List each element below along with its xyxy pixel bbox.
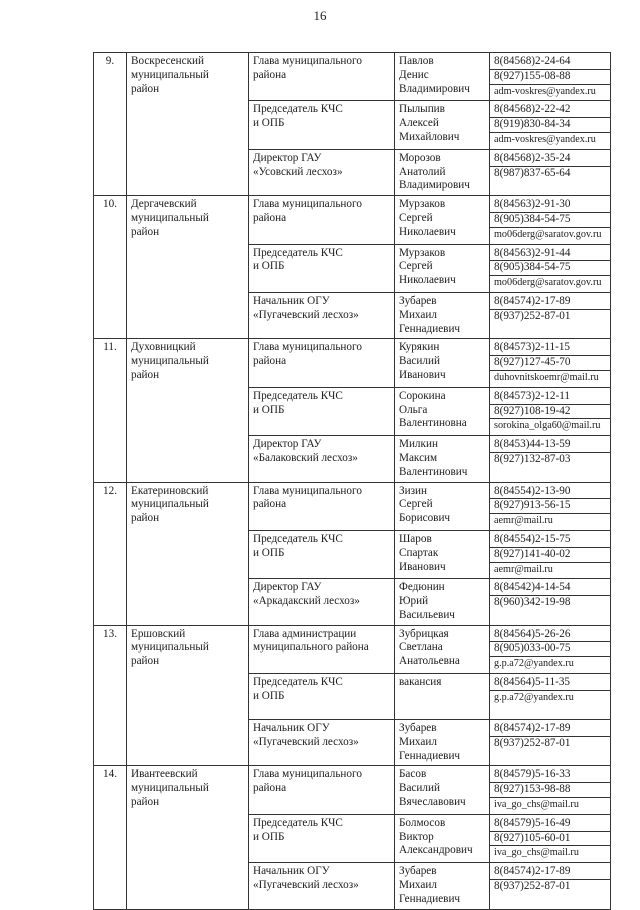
person-name-line: Алексей <box>399 117 439 130</box>
phone-number: 8(84579)5-16-33 <box>490 768 610 783</box>
person-name-line: Владимирович <box>399 82 470 95</box>
position-line: района <box>253 211 287 224</box>
contacts-cell <box>490 814 611 862</box>
row-number: 12. <box>94 482 127 625</box>
contacts-cell <box>490 149 611 195</box>
email-address: adm-voskres@yandex.ru <box>494 85 596 97</box>
person-name-line: Виктор <box>399 830 434 843</box>
person-name-cell <box>395 292 490 338</box>
position-line: «Пугачевский лесхоз» <box>253 308 359 321</box>
person-name-cell <box>395 863 490 909</box>
row-number: 11. <box>94 339 127 482</box>
person-name-line: Спартак <box>399 546 439 559</box>
person-name-line: Басов <box>399 768 427 781</box>
email-address: iva_go_chs@mail.ru <box>494 799 579 811</box>
position-line: Глава муниципального <box>253 484 362 497</box>
phone-number: 8(84573)2-12-11 <box>490 390 610 405</box>
table-row <box>94 625 611 673</box>
position-line: и ОПБ <box>253 546 285 559</box>
district-name <box>127 625 249 766</box>
district-name-line: муниципальный <box>131 641 209 654</box>
contacts-cell <box>490 196 611 244</box>
district-name-line: район <box>131 82 160 95</box>
person-name-line: Геннадиевич <box>399 749 461 762</box>
phone-number: 8(84554)2-13-90 <box>490 485 610 500</box>
person-name-cell <box>395 814 490 862</box>
person-name-line: Михайлович <box>399 130 460 143</box>
contacts-cell <box>490 579 611 625</box>
person-name-line: Максим <box>399 451 438 464</box>
contacts-cell <box>490 863 611 909</box>
email-address: mo06derg@saratov.gov.ru <box>494 277 602 289</box>
person-name-line: Зизин <box>399 484 427 497</box>
phone-number: 8(927)108-19-42 <box>490 405 610 420</box>
person-name-line: Курякин <box>399 341 440 354</box>
position-line: и ОПБ <box>253 403 285 416</box>
position-line: «Пугачевский лесхоз» <box>253 879 359 892</box>
district-name-line: муниципальный <box>131 498 209 511</box>
person-name-line: Денис <box>399 68 429 81</box>
person-name-line: Мурзаков <box>399 198 446 211</box>
phone-number: 8(987)837-65-64 <box>494 166 571 179</box>
table-row <box>94 53 611 101</box>
person-name-cell <box>395 339 490 387</box>
district-name-line: Ивантеевский <box>131 768 198 781</box>
position-cell <box>249 244 395 292</box>
person-name-line: Николаевич <box>399 225 456 238</box>
position-line: и ОПБ <box>253 117 285 130</box>
district-name-line: район <box>131 655 160 668</box>
person-name-cell <box>395 149 490 195</box>
contacts-table-body <box>94 53 611 910</box>
phone-number: 8(937)252-87-01 <box>494 736 571 749</box>
person-name-line: Сорокина <box>399 389 446 402</box>
person-name-cell <box>395 720 490 766</box>
phone-number: 8(927)105-60-01 <box>490 832 610 847</box>
phone-number: 8(927)141-40-02 <box>490 548 610 563</box>
district-name <box>127 53 249 196</box>
phone-number: 8(919)830-84-34 <box>490 118 610 133</box>
position-line: Председатель КЧС <box>253 103 343 116</box>
contacts-cell <box>490 339 611 387</box>
person-name-line: Борисович <box>399 512 451 525</box>
position-cell <box>249 863 395 909</box>
contacts-cell <box>490 766 611 814</box>
position-line: Глава муниципального <box>253 768 362 781</box>
position-line: Директор ГАУ <box>253 438 322 451</box>
phone-number: 8(905)384-54-75 <box>490 213 610 228</box>
position-cell <box>249 53 395 101</box>
person-name-line: Василий <box>399 782 440 795</box>
phone-number: 8(84579)5-16-49 <box>490 817 610 832</box>
position-line: Председатель КЧС <box>253 532 343 545</box>
person-name-line: Сергей <box>399 211 433 224</box>
phone-number: 8(84563)2-91-44 <box>490 247 610 262</box>
person-name-line: Зубарев <box>399 294 437 307</box>
person-name-line: Морозов <box>399 151 441 164</box>
phone-number: 8(84554)2-15-75 <box>490 533 610 548</box>
person-name-line: Мурзаков <box>399 246 446 259</box>
phone-number: 8(84573)2-11-15 <box>490 341 610 356</box>
person-name-line: Иванович <box>399 560 446 573</box>
person-name-line: Анатольевна <box>399 655 460 668</box>
position-line: Глава администрации <box>253 627 357 640</box>
person-name-line: Николаевич <box>399 274 456 287</box>
email-address: aemr@mail.ru <box>494 515 553 527</box>
contacts-cell <box>490 482 611 530</box>
position-line: и ОПБ <box>253 260 285 273</box>
position-cell <box>249 101 395 149</box>
district-name-line: Воскресенский <box>131 55 205 67</box>
person-name-line: Зубрицкая <box>399 627 449 640</box>
position-line: «Аркадакский лесхоз» <box>253 595 360 608</box>
row-number: 14. <box>94 766 127 909</box>
position-cell <box>249 292 395 338</box>
person-name-cell <box>395 196 490 244</box>
person-name-cell <box>395 101 490 149</box>
contacts-cell <box>490 720 611 766</box>
person-name-line: Павлов <box>399 55 434 67</box>
person-name-line: Болмосов <box>399 816 446 829</box>
email-address: sorokina_olga60@mail.ru <box>494 420 601 432</box>
person-name-line: Васильевич <box>399 608 455 621</box>
phone-number: 8(905)033-00-75 <box>490 642 610 657</box>
email-address: aemr@mail.ru <box>494 563 553 575</box>
email-address: iva_go_chs@mail.ru <box>494 847 579 859</box>
phone-number: 8(84574)2-17-89 <box>490 722 610 737</box>
phone-number: 8(8453)44-13-59 <box>490 438 610 453</box>
position-line: Начальник ОГУ <box>253 722 330 735</box>
phone-number: 8(84564)5-11-35 <box>490 676 610 691</box>
phone-number: 8(84564)5-26-26 <box>490 628 610 643</box>
row-number: 13. <box>94 625 127 766</box>
person-name-cell <box>395 53 490 101</box>
email-address: g.p.a72@yandex.ru <box>494 658 574 670</box>
district-name-line: Ершовский <box>131 627 186 640</box>
district-name <box>127 196 249 339</box>
email-address: g.p.a72@yandex.ru <box>494 691 574 703</box>
position-line: «Балаковский лесхоз» <box>253 451 358 464</box>
contacts-cell <box>490 101 611 149</box>
position-line: Глава муниципального <box>253 341 362 354</box>
table-row <box>94 339 611 387</box>
position-line: Председатель КЧС <box>253 816 343 829</box>
email-address: mo06derg@saratov.gov.ru <box>494 228 602 240</box>
contacts-table <box>93 52 611 910</box>
page-number: 16 <box>313 8 327 23</box>
position-line: Глава муниципального <box>253 198 362 211</box>
position-line: района <box>253 355 287 368</box>
position-line: Начальник ОГУ <box>253 865 330 878</box>
contacts-cell <box>490 292 611 338</box>
contacts-cell <box>490 530 611 578</box>
person-name-line: Сергей <box>399 498 433 511</box>
phone-number: 8(84574)2-17-89 <box>490 865 610 880</box>
position-line: района <box>253 68 287 81</box>
phone-number: 8(927)153-98-88 <box>490 783 610 798</box>
position-cell <box>249 387 395 435</box>
district-name-line: район <box>131 796 160 809</box>
phone-number: 8(84574)2-17-89 <box>490 295 610 310</box>
district-name-line: Дергачевский <box>131 198 197 211</box>
table-row <box>94 766 611 814</box>
table-row <box>94 196 611 244</box>
phone-number: 8(927)155-08-88 <box>490 70 610 85</box>
district-name <box>127 766 249 909</box>
position-line: Председатель КЧС <box>253 246 343 259</box>
person-name-line: Федюнин <box>399 581 445 594</box>
phone-number: 8(84568)2-22-42 <box>490 103 610 118</box>
phone-number: 8(960)342-19-98 <box>494 596 571 609</box>
position-cell <box>249 579 395 625</box>
position-cell <box>249 530 395 578</box>
person-name-line: Геннадиевич <box>399 322 461 335</box>
contacts-cell <box>490 674 611 720</box>
person-name-cell <box>395 530 490 578</box>
phone-number: 8(905)384-54-75 <box>490 261 610 276</box>
position-line: Начальник ОГУ <box>253 294 330 307</box>
position-line: района <box>253 782 287 795</box>
person-name-line: вакансия <box>399 676 442 689</box>
phone-number: 8(927)913-56-15 <box>490 499 610 514</box>
phone-number: 8(84568)2-24-64 <box>490 55 610 70</box>
position-line: Директор ГАУ <box>253 581 322 594</box>
person-name-line: Сергей <box>399 260 433 273</box>
position-cell <box>249 436 395 482</box>
district-name-line: муниципальный <box>131 68 209 81</box>
email-address: adm-voskres@yandex.ru <box>494 133 596 145</box>
person-name-line: Юрий <box>399 595 429 608</box>
contacts-cell <box>490 244 611 292</box>
position-cell <box>249 720 395 766</box>
district-name-line: муниципальный <box>131 782 209 795</box>
district-name-line: район <box>131 368 160 381</box>
position-line: и ОПБ <box>253 830 285 843</box>
position-cell <box>249 625 395 673</box>
row-number: 10. <box>94 196 127 339</box>
person-name-line: Пылыпив <box>399 103 445 116</box>
district-name-line: район <box>131 225 160 238</box>
position-cell <box>249 674 395 720</box>
position-line: Директор ГАУ <box>253 151 322 164</box>
phone-number: 8(937)252-87-01 <box>494 880 571 893</box>
position-line: района <box>253 498 287 511</box>
person-name-line: Зубарев <box>399 865 437 878</box>
person-name-line: Валентинович <box>399 465 468 478</box>
person-name-line: Милкин <box>399 438 438 451</box>
district-name <box>127 482 249 625</box>
person-name-cell <box>395 387 490 435</box>
position-cell <box>249 482 395 530</box>
position-line: «Пугачевский лесхоз» <box>253 735 359 748</box>
phone-number: 8(937)252-87-01 <box>494 309 571 322</box>
person-name-line: Ольга <box>399 403 428 416</box>
contacts-cell <box>490 625 611 673</box>
person-name-line: Александрович <box>399 844 473 857</box>
district-name-line: муниципальный <box>131 355 209 368</box>
phone-number: 8(84568)2-35-24 <box>490 152 610 167</box>
contacts-cell <box>490 387 611 435</box>
phone-number: 8(84542)4-14-54 <box>490 581 610 596</box>
position-line: «Усовский лесхоз» <box>253 165 343 178</box>
position-cell <box>249 766 395 814</box>
person-name-cell <box>395 482 490 530</box>
person-name-line: Михаил <box>399 308 437 321</box>
person-name-line: Светлана <box>399 641 443 654</box>
person-name-line: Михаил <box>399 735 437 748</box>
person-name-line: Геннадиевич <box>399 892 461 905</box>
phone-number: 8(84563)2-91-30 <box>490 198 610 213</box>
person-name-cell <box>395 674 490 720</box>
position-line: Глава муниципального <box>253 55 362 67</box>
district-name-line: район <box>131 512 160 525</box>
position-line: Председатель КЧС <box>253 676 343 689</box>
person-name-line: Валентиновна <box>399 417 467 430</box>
district-name-line: Духовницкий <box>131 341 196 354</box>
district-name <box>127 339 249 482</box>
person-name-cell <box>395 766 490 814</box>
district-name-line: Екатериновский <box>131 484 209 497</box>
position-line: и ОПБ <box>253 689 285 702</box>
person-name-cell <box>395 625 490 673</box>
row-number: 9. <box>94 53 127 196</box>
person-name-line: Василий <box>399 355 440 368</box>
person-name-cell <box>395 579 490 625</box>
position-line: Председатель КЧС <box>253 389 343 402</box>
person-name-line: Шаров <box>399 532 432 545</box>
phone-number: 8(927)127-45-70 <box>490 356 610 371</box>
contacts-cell <box>490 53 611 101</box>
position-cell <box>249 814 395 862</box>
person-name-line: Вячеславович <box>399 796 466 809</box>
person-name-line: Зубарев <box>399 722 437 735</box>
person-name-cell <box>395 244 490 292</box>
email-address: duhovnitskoemr@mail.ru <box>494 371 599 383</box>
position-cell <box>249 196 395 244</box>
position-cell <box>249 149 395 195</box>
position-line: муниципального района <box>253 641 369 654</box>
phone-number: 8(927)132-87-03 <box>494 452 571 465</box>
person-name-line: Анатолий <box>399 165 446 178</box>
position-cell <box>249 339 395 387</box>
person-name-line: Владимирович <box>399 179 470 192</box>
contacts-cell <box>490 436 611 482</box>
person-name-line: Михаил <box>399 879 437 892</box>
district-name-line: муниципальный <box>131 211 209 224</box>
person-name-line: Иванович <box>399 368 446 381</box>
table-row <box>94 482 611 530</box>
person-name-cell <box>395 436 490 482</box>
